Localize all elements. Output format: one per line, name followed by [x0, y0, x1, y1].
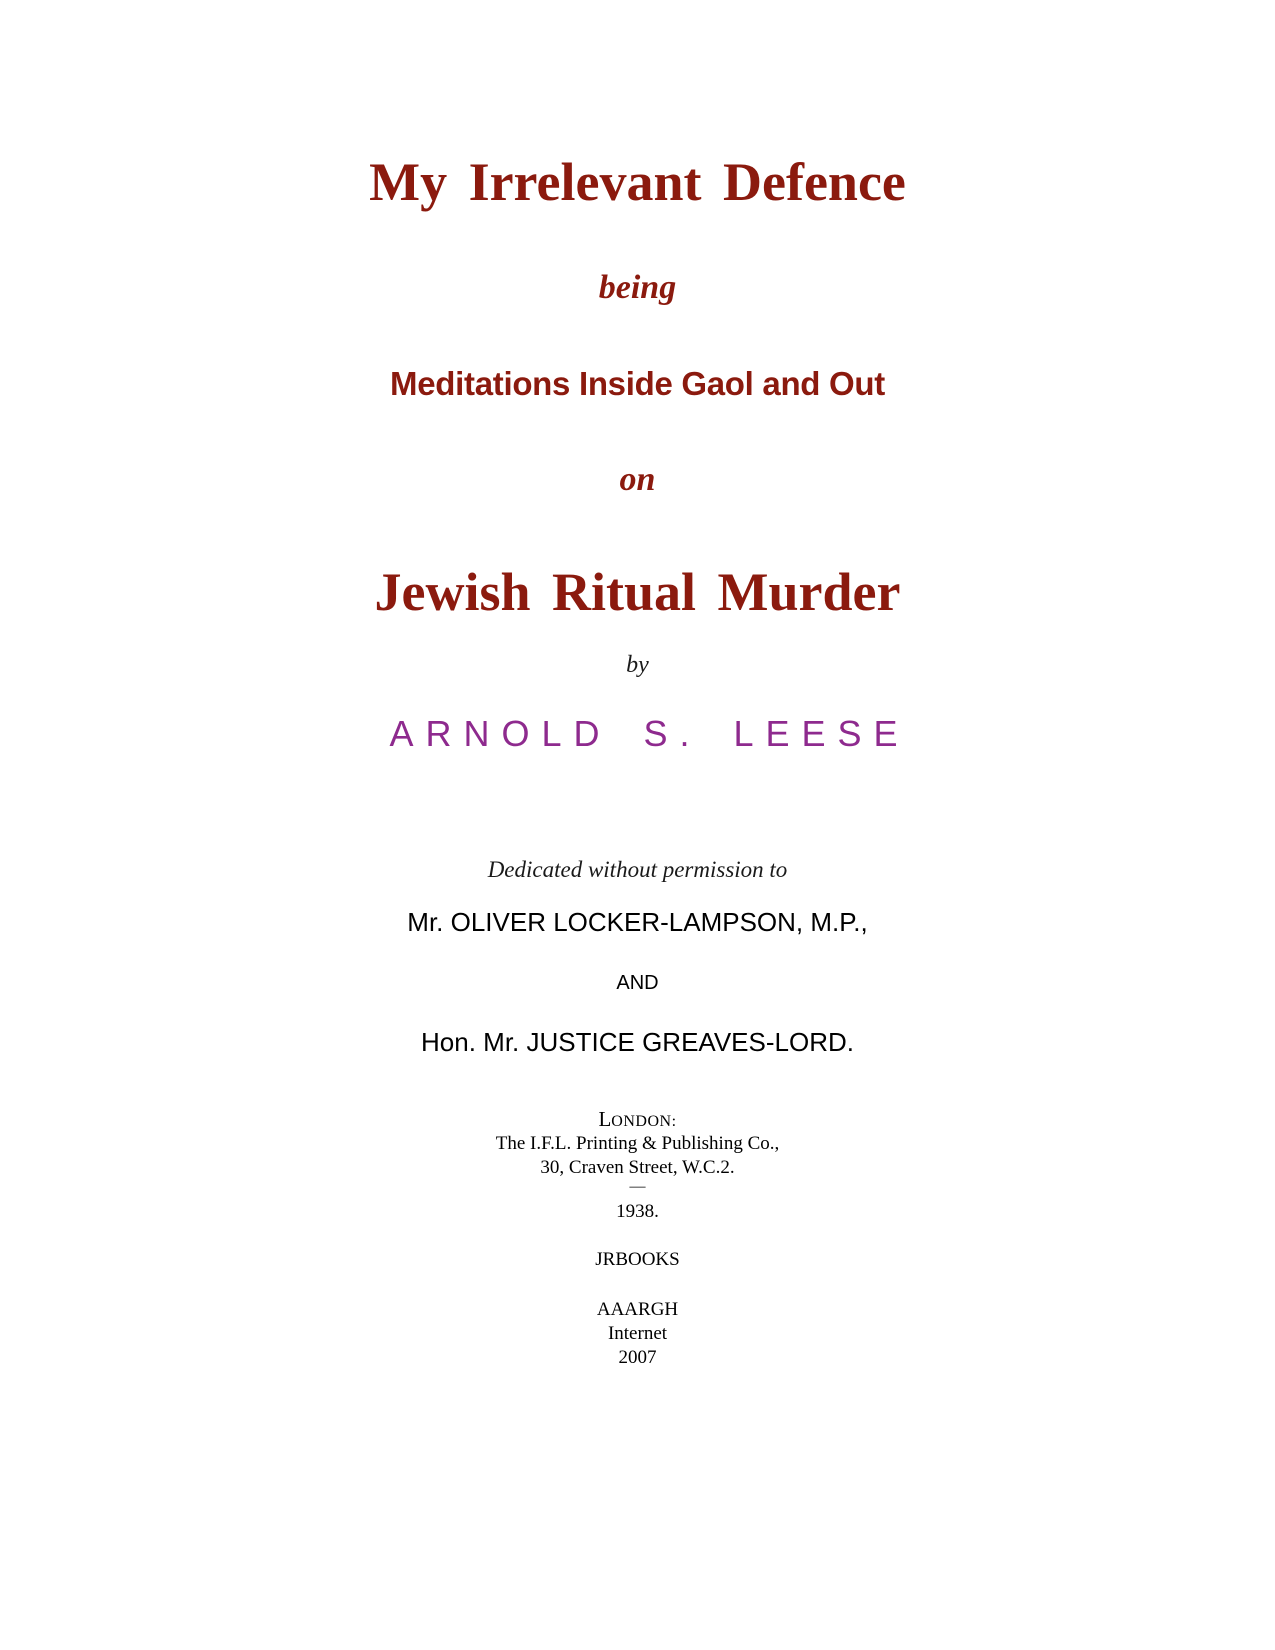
dedication-intro: Dedicated without permission to — [487, 857, 788, 882]
book-title: My Irrelevant Defence — [369, 152, 906, 212]
publication-year: 1938. — [616, 1201, 659, 1222]
edition-medium: Internet — [607, 1323, 668, 1344]
edition-source: AAARGH — [596, 1299, 679, 1320]
publisher-name: The I.F.L. Printing & Publishing Co., — [495, 1133, 780, 1154]
publisher-city — [0, 1107, 1275, 1134]
edition-imprint: JRBOOKS — [595, 1249, 680, 1270]
publisher-city-initial: L — [598, 1107, 612, 1131]
dedicatee-first: Mr. OLIVER LOCKER-LAMPSON, M.P., — [407, 907, 868, 937]
book-subtitle: Meditations Inside Gaol and Out — [390, 365, 885, 402]
connector-on: on — [619, 461, 656, 498]
dedication-conjunction: AND — [616, 972, 659, 994]
publisher-city-rest: ONDON: — [611, 1113, 677, 1130]
edition-year: 2007 — [618, 1347, 657, 1368]
publisher-divider: — — [629, 1178, 646, 1195]
dedicatee-second: Hon. Mr. JUSTICE GREAVES-LORD. — [421, 1027, 854, 1057]
book-title-secondary: Jewish Ritual Murder — [374, 562, 901, 622]
connector-by: by — [626, 652, 649, 678]
connector-being: being — [598, 269, 677, 306]
author-name: ARNOLD S. LEESE — [389, 713, 910, 754]
publisher-address: 30, Craven Street, W.C.2. — [540, 1157, 735, 1178]
